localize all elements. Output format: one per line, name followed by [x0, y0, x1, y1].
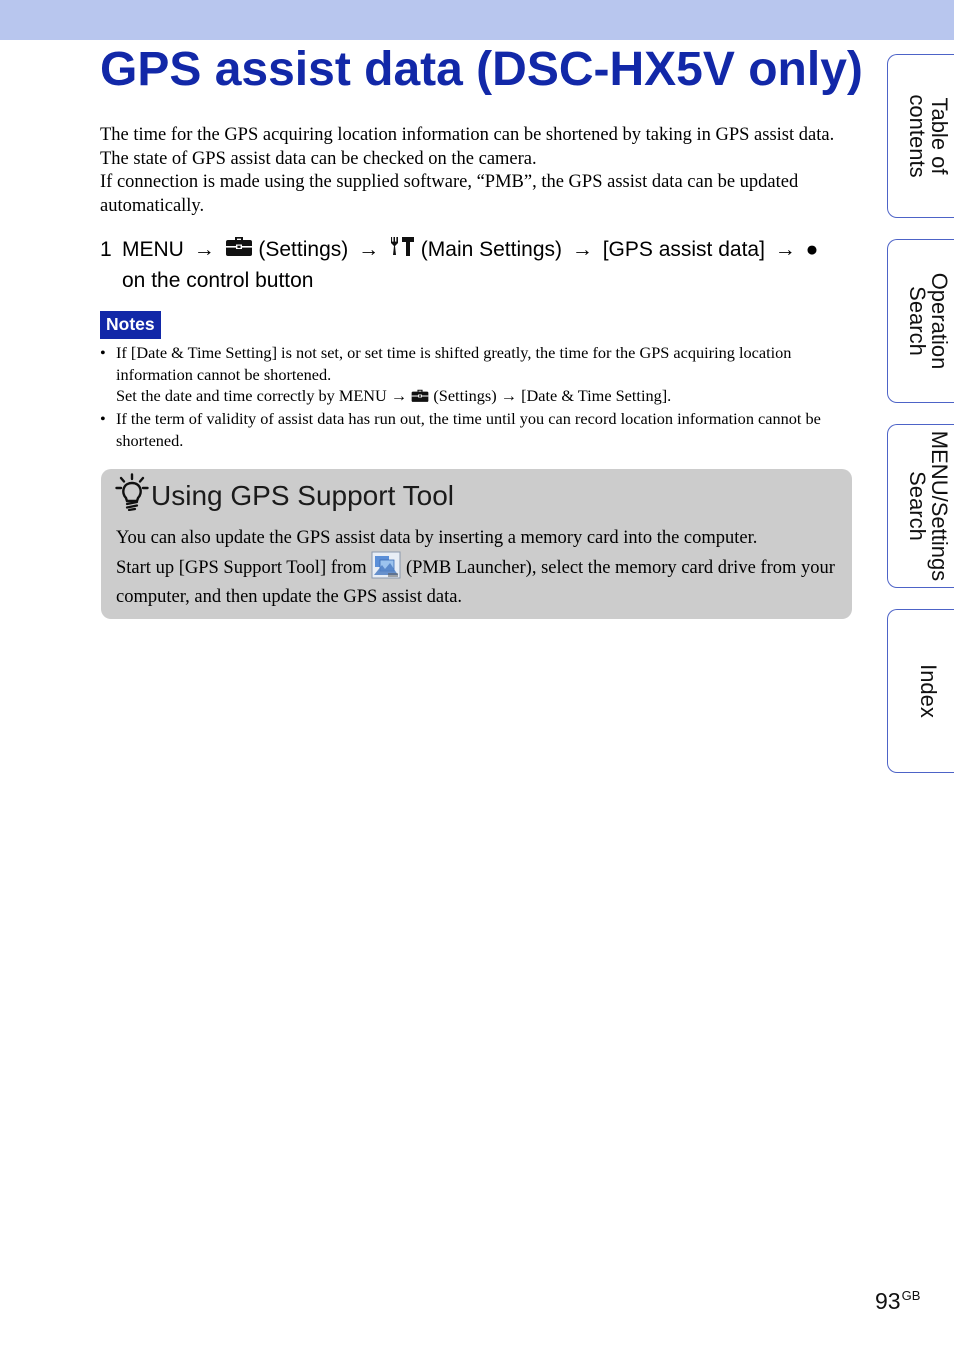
toolbox-icon: [411, 387, 429, 409]
intro-text: [100, 124, 850, 218]
tab-label: [862, 94, 954, 177]
toolbox-icon: [225, 235, 253, 266]
note-text-continued: [116, 385, 855, 408]
tab-table-of-contents[interactable]: [887, 54, 954, 218]
step-number: 1: [100, 238, 112, 261]
hint-box: [101, 469, 852, 619]
control-button-label: on the control button: [122, 269, 314, 292]
arrow-icon: →: [774, 238, 796, 262]
tab-operation-search[interactable]: [887, 239, 954, 403]
tab-label-line: contents: [904, 94, 930, 178]
step-1: [100, 235, 860, 296]
menu-label: MENU: [122, 238, 184, 262]
arrow-icon: →: [193, 238, 215, 262]
arrow-icon: →: [500, 386, 518, 405]
page-title: GPS assist data (DSC-HX5V only): [100, 43, 863, 96]
page-number: [875, 1288, 920, 1315]
intro-paragraph-2: If connection is made using the supplied software, “PMB”, the GPS assist data can be updated automatically.: [100, 172, 799, 216]
tab-label-line: Search: [904, 286, 930, 356]
center-button-icon: ●: [805, 238, 819, 262]
note-item: [100, 342, 855, 408]
bullet: •: [100, 343, 106, 362]
hint-text-part: (PMB Launcher), select the memory card drive from your computer, and then update the GPS assist data.: [116, 557, 835, 607]
notes-list: [100, 342, 855, 451]
tab-label-line: Table of: [926, 97, 952, 175]
hint-title-text: Using GPS Support Tool: [151, 480, 454, 511]
arrow-icon: →: [571, 238, 593, 262]
tab-label: [862, 431, 954, 581]
main-settings-label: (Main Settings): [420, 238, 562, 262]
notes-badge: Notes: [100, 311, 161, 339]
hint-title: [115, 473, 454, 516]
tab-label-line: Operation: [926, 272, 952, 370]
note-text: If the term of validity of assist data has run out, the time until you can record location information cannot be shortened.: [116, 409, 821, 450]
hint-text-part: Start up [GPS Support Tool] from: [116, 557, 367, 578]
tab-label: [862, 273, 954, 370]
pmb-launcher-icon: [371, 551, 401, 587]
note-text: If [Date & Time Setting] is not set, or set time is shifted greatly, the time for the GPS acquiring location information cannot be shortened.: [116, 343, 792, 384]
hint-text: You can also update the GPS assist data by inserting a memory card into the computer.: [116, 528, 758, 548]
header-band: [0, 0, 954, 40]
lightbulb-icon: [115, 473, 149, 511]
note-text-part: Set the date and time correctly by MENU: [116, 386, 387, 405]
hint-text: [116, 551, 841, 610]
arrow-icon: →: [390, 386, 408, 405]
tab-label-line: Search: [904, 471, 930, 541]
arrow-icon: →: [358, 238, 380, 262]
page-number-value: 93: [875, 1288, 901, 1314]
wrench-hammer-icon: [389, 235, 415, 266]
page-number-suffix: GB: [901, 1288, 921, 1303]
gps-assist-label: [GPS assist data]: [602, 238, 765, 262]
note-item: [100, 408, 855, 451]
note-text-part: [Date & Time Setting].: [521, 386, 672, 405]
settings-label: (Settings): [258, 238, 349, 262]
tab-label: [873, 664, 954, 718]
tab-index[interactable]: [887, 609, 954, 773]
tab-menu-settings-search[interactable]: [887, 424, 954, 588]
tab-label-line: MENU/Settings: [926, 430, 952, 582]
bullet: •: [100, 409, 106, 429]
hint-body: [116, 527, 841, 610]
note-text-part: (Settings): [433, 386, 497, 405]
intro-paragraph-1: The time for the GPS acquiring location information can be shortened by taking in GPS assist data. The state of GPS assist data can be checked on the camera.: [100, 125, 835, 169]
tab-label-line: Index: [915, 664, 941, 718]
